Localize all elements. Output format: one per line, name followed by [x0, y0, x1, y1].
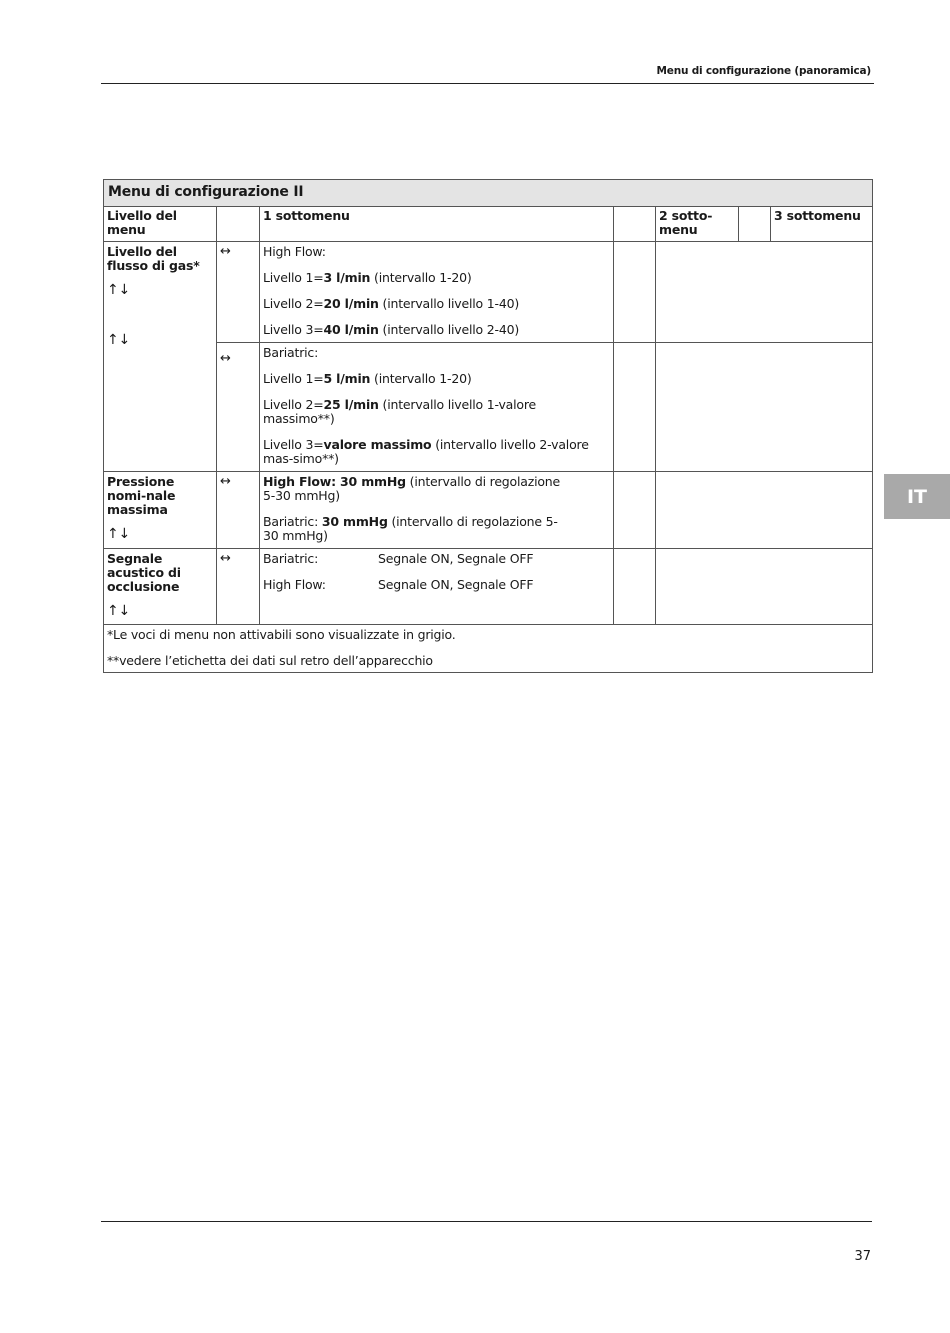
empty-cell — [614, 242, 656, 343]
empty-cell — [656, 343, 873, 472]
row-label-pressure — [104, 472, 217, 549]
footer-rule — [101, 1221, 872, 1222]
signal-options: Segnale ON, Segnale OFF — [378, 551, 534, 566]
language-tab: IT — [884, 474, 950, 519]
empty-cell — [656, 549, 873, 625]
up-down-arrow-icon: ↑↓ — [107, 526, 131, 542]
table-title: Menu di configurazione II — [104, 180, 873, 207]
empty-cell — [614, 343, 656, 472]
row-label: Livello del flusso di gas* — [107, 244, 200, 273]
table-row — [104, 242, 873, 343]
table-row — [104, 472, 873, 549]
pressure-line: High Flow: 30 mmHg (intervallo di regolazione 5-30 mmHg) — [263, 474, 561, 503]
empty-cell — [614, 472, 656, 549]
row-label-gas-flow — [104, 242, 217, 472]
signal-line — [263, 552, 610, 566]
empty-cell — [656, 472, 873, 549]
signal-mode: High Flow: — [263, 577, 326, 592]
column-header-menu-level: Livello del menu — [104, 207, 217, 242]
row-label: Segnale acustico di occlusione — [107, 551, 181, 594]
table-header-row — [104, 207, 873, 242]
notes-cell — [104, 625, 873, 673]
left-right-arrow-icon: ↔ — [220, 551, 231, 566]
submenu-cell-bariatric — [260, 343, 614, 472]
signal-options: Segnale ON, Segnale OFF — [378, 577, 534, 592]
table-row — [104, 343, 873, 472]
row-label: Pressione nomi-nale massima — [107, 474, 176, 517]
arrow-cell — [217, 472, 260, 549]
empty-cell — [614, 549, 656, 625]
column-header-spacer — [614, 207, 656, 242]
running-header: Menu di configurazione (panoramica) — [656, 65, 871, 77]
up-down-arrow-icon: ↑↓ — [107, 282, 131, 298]
signal-mode: Bariatric: — [263, 551, 319, 566]
up-down-arrow-icon: ↑↓ — [107, 603, 131, 619]
page-number: 37 — [854, 1249, 871, 1264]
left-right-arrow-icon: ↔ — [220, 474, 231, 489]
level-line: Livello 3=40 l/min (intervallo livello 2-40) — [263, 322, 519, 337]
arrow-cell — [217, 549, 260, 625]
arrow-cell — [217, 343, 260, 472]
table-row — [104, 549, 873, 625]
level-line: Livello 1=5 l/min (intervallo 1-20) — [263, 371, 472, 386]
footnote: *Le voci di menu non attivabili sono visualizzate in grigio. — [107, 627, 456, 642]
header-rule — [101, 83, 874, 84]
column-header-submenu-2: 2 sotto-menu — [656, 207, 739, 242]
column-header-submenu-1: 1 sottomenu — [260, 207, 614, 242]
footnote: **vedere l’etichetta dei dati sul retro dell’apparecchio — [107, 653, 433, 668]
column-header-spacer — [217, 207, 260, 242]
submenu-cell-high-flow — [260, 242, 614, 343]
notes-row — [104, 625, 873, 673]
level-line: Livello 2=20 l/min (intervallo livello 1-40) — [263, 296, 519, 311]
left-right-arrow-icon: ↔ — [220, 244, 231, 259]
level-line: Livello 2=25 l/min (intervallo livello 1-valore massimo**) — [263, 397, 537, 426]
level-line: Livello 3=valore massimo (intervallo livello 2-valore mas-simo**) — [263, 437, 589, 466]
level-line: Livello 1=3 l/min (intervallo 1-20) — [263, 270, 472, 285]
submenu-cell-pressure — [260, 472, 614, 549]
submenu-heading: High Flow: — [263, 244, 326, 259]
pressure-line: Bariatric: 30 mmHg (intervallo di regolazione 5-30 mmHg) — [263, 514, 558, 543]
row-label-occlusion — [104, 549, 217, 625]
arrow-cell — [217, 242, 260, 343]
left-right-arrow-icon: ↔ — [220, 351, 231, 366]
submenu-cell-occlusion — [260, 549, 614, 625]
up-down-arrow-icon: ↑↓ — [107, 332, 131, 348]
config-table — [103, 179, 873, 673]
signal-line — [263, 578, 610, 592]
submenu-heading: Bariatric: — [263, 345, 319, 360]
column-header-spacer — [739, 207, 771, 242]
column-header-submenu-3: 3 sottomenu — [771, 207, 873, 242]
empty-cell — [656, 242, 873, 343]
